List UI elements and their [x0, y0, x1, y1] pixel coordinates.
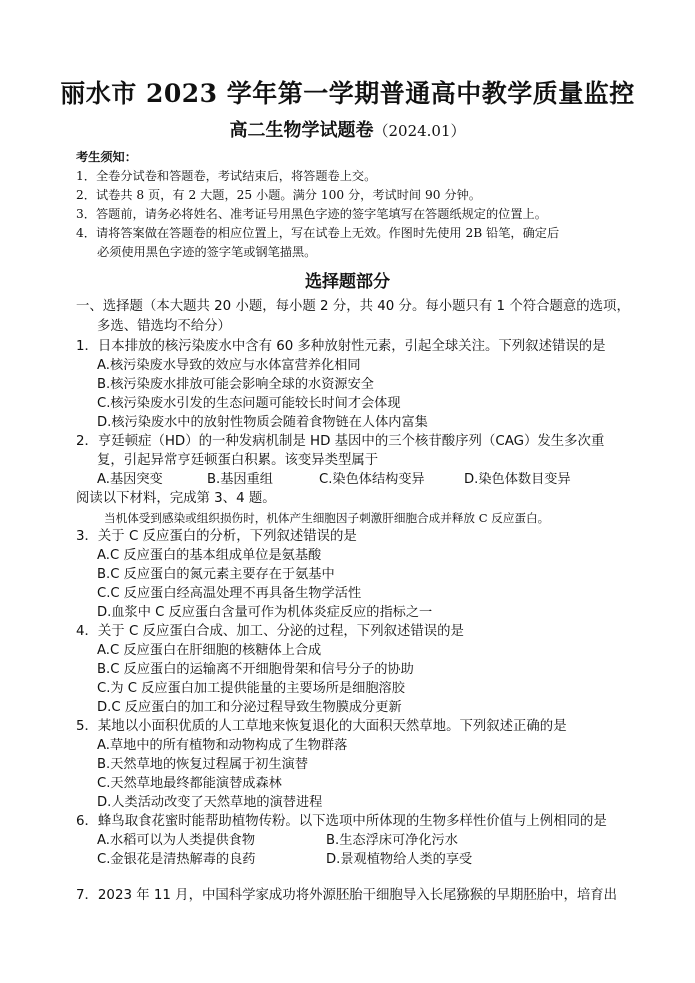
option-d: D.景观植物给人类的享受	[326, 852, 473, 867]
option-b: B.C 反应蛋白的氮元素主要存在于氨基中	[97, 567, 335, 582]
option-d: D.人类活动改变了天然草地的演替进程	[97, 795, 323, 810]
option-b: B.基因重组	[207, 472, 273, 487]
section-title: 选择题部分	[305, 272, 390, 292]
notice-item-4: 4．请将答案做在答题卷的相应位置上，写在试卷上无效。作图时先使用 2B 铅笔，确定后	[76, 226, 560, 240]
exam-title: 丽水市 2023 学年第一学期普通高中教学质量监控	[60, 79, 635, 108]
option-a: A.草地中的所有植物和动物构成了生物群落	[97, 738, 348, 753]
material-text: 当机体受到感染或组织损伤时，机体产生细胞因子刺激肝细胞合成并释放 C 反应蛋白。	[104, 511, 550, 525]
option-c: C.金银花是清热解毒的良药	[97, 852, 256, 867]
section-intro-line2: 多选、错选均不给分）	[97, 319, 231, 334]
option-c: C.天然草地最终都能演替成森林	[97, 776, 282, 791]
section-intro-line1: 一、选择题（本大题共 20 小题，每小题 2 分，共 40 分。每小题只有 1 个符合题意的选项，	[76, 299, 630, 314]
subject-title: 高二生物学试题卷	[229, 120, 374, 141]
option-a: A.核污染废水导致的效应与水体富营养化相同	[97, 358, 361, 373]
reading-intro: 阅读以下材料，完成第 3、4 题。	[76, 491, 276, 506]
question-stem: 2．亨廷顿症（HD）的一种发病机制是 HD 基因中的三个核苷酸序列（CAG）发生多次重	[76, 434, 605, 449]
question-stem: 4．关于 C 反应蛋白合成、加工、分泌的过程，下列叙述错误的是	[76, 624, 464, 639]
option-a: A.C 反应蛋白在肝细胞的核糖体上合成	[97, 643, 322, 658]
question-stem-cont: 复，引起异常亨廷顿蛋白积累。该变异类型属于	[97, 453, 379, 468]
option-d: D.C 反应蛋白的加工和分泌过程导致生物膜成分更新	[97, 700, 402, 715]
notice-item-4-cont: 必须使用黑色字迹的签字笔或钢笔描黑。	[97, 245, 317, 259]
question-stem: 6．蜂鸟取食花蜜时能帮助植物传粉。以下选项中所体现的生物多样性价值与上例相同的是	[76, 814, 607, 829]
option-c: C.核污染废水引发的生态问题可能较长时间才会体现	[97, 396, 401, 411]
option-c: C.为 C 反应蛋白加工提供能量的主要场所是细胞溶胶	[97, 681, 405, 696]
question-stem: 1．日本排放的核污染废水中含有 60 多种放射性元素，引起全球关注。下列叙述错误的是	[76, 339, 606, 354]
option-c: C.染色体结构变异	[319, 472, 425, 487]
question-stem: 3．关于 C 反应蛋白的分析，下列叙述错误的是	[76, 529, 357, 544]
option-d: D.染色体数目变异	[464, 472, 571, 487]
option-c: C.C 反应蛋白经高温处理不再具备生物学活性	[97, 586, 362, 601]
option-d: D.核污染废水中的放射性物质会随着食物链在人体内富集	[97, 415, 428, 430]
option-d: D.血浆中 C 反应蛋白含量可作为机体炎症反应的指标之一	[97, 605, 433, 620]
option-b: B.C 反应蛋白的运输离不开细胞骨架和信号分子的协助	[97, 662, 414, 677]
question-stem: 5．某地以小面积优质的人工草地来恢复退化的大面积天然草地。下列叙述正确的是	[76, 719, 567, 734]
option-b: B.核污染废水排放可能会影响全球的水资源安全	[97, 377, 374, 392]
option-b: B.天然草地的恢复过程属于初生演替	[97, 757, 309, 772]
option-a: A.水稻可以为人类提供食物	[97, 833, 256, 848]
notice-heading: 考生须知：	[76, 150, 137, 164]
option-a: A.C 反应蛋白的基本组成单位是氨基酸	[97, 548, 322, 563]
question-stem: 7．2023 年 11 月，中国科学家成功将外源胚胎干细胞导入长尾猕猴的早期胚胎中，培育出	[76, 888, 618, 903]
exam-subtitle	[0, 116, 695, 142]
notice-item-3: 3．答题前，请务必将姓名、准考证号用黑色字迹的签字笔填写在答题纸规定的位置上。	[76, 207, 547, 221]
option-a: A.基因突变	[97, 472, 163, 487]
option-b: B.生态浮床可净化污水	[326, 833, 458, 848]
notice-item-2: 2．试卷共 8 页，有 2 大题，25 小题。满分 100 分，考试时间 90 分钟。	[76, 188, 481, 202]
notice-item-1: 1．全卷分试卷和答题卷，考试结束后，将答题卷上交。	[76, 169, 377, 183]
exam-date: （2024.01）	[373, 122, 466, 140]
